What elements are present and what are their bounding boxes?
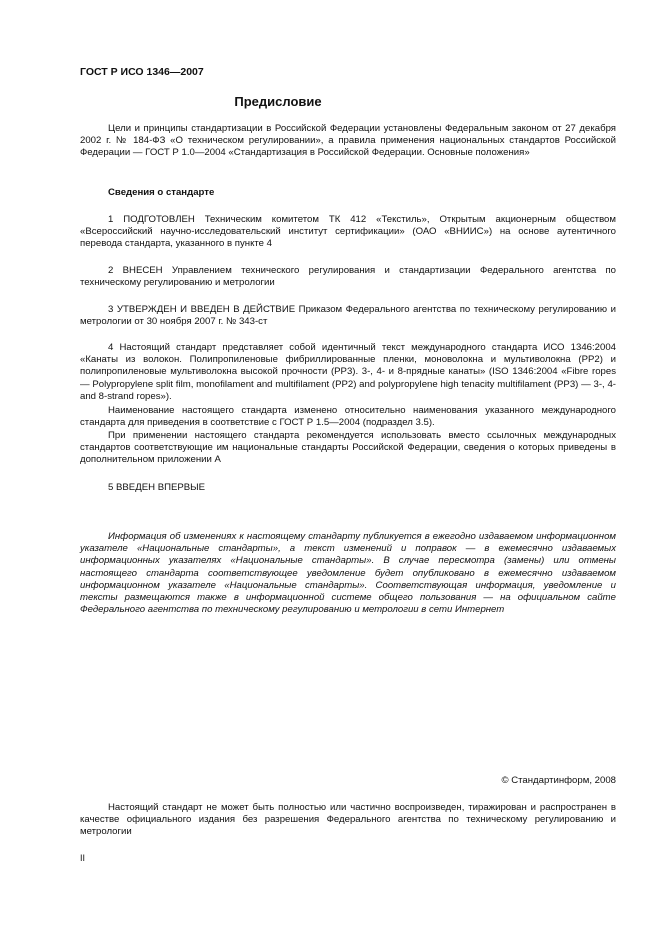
page-number: II bbox=[80, 853, 86, 863]
item-3: 3 УТВЕРЖДЕН И ВВЕДЕН В ДЕЙСТВИЕ Приказом Федерального агентства по техническому регулированию и метрологии от 30 ноября 2007 г. № 343-ст bbox=[80, 304, 616, 328]
title-text: Предисловие bbox=[234, 94, 322, 109]
item-4: 4 Настоящий стандарт представляет собой идентичный текст международного стандарта ИСО 1346:2004 «Канаты из волокон. Полипропиленовые фибриллированные пленки, моноволокна и мультиволокна (PP2) и полипропиленовые мультиволокна высокой прочности (PP3). 3-, 4- и 8-прядные канаты» (ISO 1346:2004 «Fibre ropes — Polypropylene split film, monofilament and multifilament (PP2) and polypropylene high tenacity multifilament (PP3) — 3-, 4- and 8-strand ropes»). bbox=[80, 342, 616, 402]
item-5: 5 ВВЕДЕН ВПЕРВЫЕ bbox=[108, 482, 206, 493]
item-4-note-1: Наименование настоящего стандарта изменено относительно наименования указанного международного стандарта для приведения в соответствие с ГОСТ Р 1.5—2004 (подраздел 3.5). bbox=[80, 405, 616, 429]
document-code: ГОСТ Р ИСО 1346—2007 bbox=[80, 66, 204, 78]
info-notice: Информация об изменениях к настоящему стандарту публикуется в ежегодно издаваемом информационном указателе «Национальные стандарты», а текст изменений и поправок — в ежемесячно издаваемых информационных указателях «Национальные стандарты». В случае пересмотра (замены) или отмены настоящего стандарта соответствующее уведомление будет опубликовано в ежемесячно издаваемом информационном указателе «Национальные стандарты». Соответствующая информация, уведомление и тексты размещаются также в информационной системе общего пользования — на официальном сайте Федерального агентства по техническому регулированию и метрологии в сети Интернет bbox=[80, 531, 616, 616]
standard-info-heading: Сведения о стандарте bbox=[108, 187, 215, 198]
item-1: 1 ПОДГОТОВЛЕН Техническим комитетом ТК 412 «Текстиль», Открытым акционерным обществом «Всероссийский научно-исследовательский институт сертификации» (ОАО «ВНИИС») на основе аутентичного перевода стандарта, указанного в пункте 4 bbox=[80, 214, 616, 250]
reproduction-notice: Настоящий стандарт не может быть полностью или частично воспроизведен, тиражирован и распространен в качестве официального издания без разрешения Федерального агентства по техническому регулированию и метрологии bbox=[80, 802, 616, 838]
copyright: © Стандартинформ, 2008 bbox=[501, 775, 616, 786]
item-2: 2 ВНЕСЕН Управлением технического регулирования и стандартизации Федерального агентства по техническому регулированию и метрологии bbox=[80, 265, 616, 289]
page-title bbox=[80, 94, 616, 109]
intro-paragraph: Цели и принципы стандартизации в Российской Федерации установлены Федеральным законом от 27 декабря 2002 г. № 184-ФЗ «О техническом регулировании», а правила применения национальных стандартов Российской Федерации — ГОСТ Р 1.0—2004 «Стандартизация в Российской Федерации. Основные положения» bbox=[80, 123, 616, 159]
item-4-note-2: При применении настоящего стандарта рекомендуется использовать вместо ссылочных международных стандартов соответствующие им национальные стандарты Российской Федерации, сведения о которых приведены в дополнительном приложении А bbox=[80, 430, 616, 466]
